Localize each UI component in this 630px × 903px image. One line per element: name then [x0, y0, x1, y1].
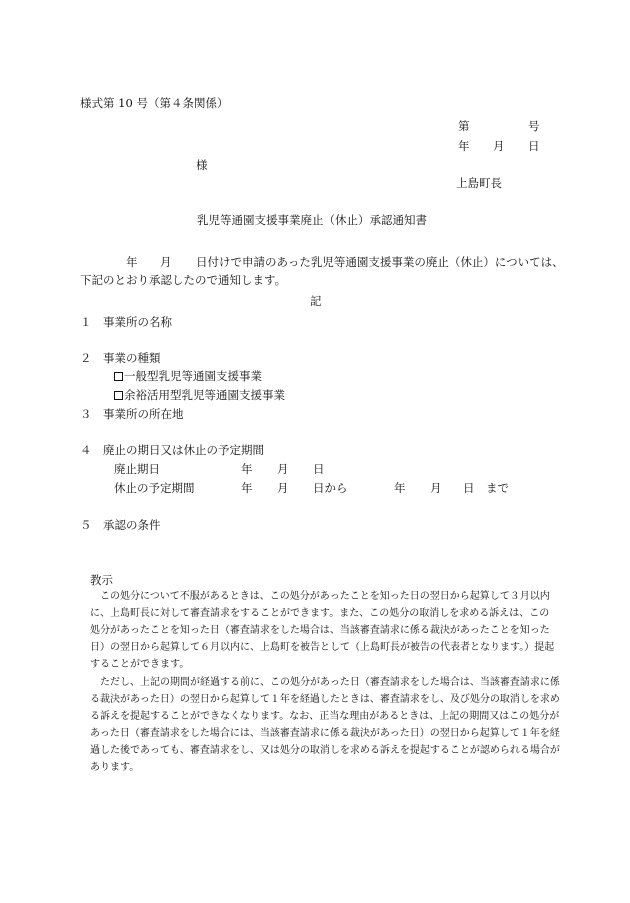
notice-line: に、上島町長に対して審査請求をすることができます。また、この処分の取消しを求める訴えは、この — [90, 608, 550, 619]
item-5-conditions: ５ 承認の条件 — [80, 518, 161, 532]
suspend-to-month: 月 — [430, 481, 442, 495]
suspend-from-year: 年 — [241, 481, 253, 495]
issue-date-month: 月 — [493, 139, 505, 153]
issuer-name: 上島町長 — [456, 176, 502, 190]
addressee-honorific: 様 — [196, 158, 208, 172]
suspend-to-day: 日 まで — [463, 481, 509, 495]
body-line-1: 日付けで申請のあった乳児等通園支援事業の廃止（休止）については、 — [196, 255, 564, 269]
notice-line: 過した後であっても、審査請求をし、又は処分の取消しを求める訴えを提起することが認められる場合が — [90, 745, 560, 756]
notice-line: 処分があったことを知った日（審査請求をした場合は、当該審査請求に係る裁決があったことを知った — [90, 625, 550, 636]
item-2-business-type: ２ 事業の種類 — [80, 351, 161, 365]
form-label: 様式第 10 号（第４条関係） — [80, 96, 229, 110]
body-month: 月 — [160, 255, 172, 269]
notice-line: この処分について不服があるときは、この処分があったことを知った日の翌日から起算して３月以内 — [90, 591, 550, 602]
abolish-date-label: 廃止期日 — [114, 462, 160, 476]
body-line-2: 下記のとおり承認したので通知します。 — [80, 273, 287, 287]
notice-line: あります。 — [90, 762, 140, 773]
abolish-year: 年 — [241, 462, 253, 476]
document-title: 乳児等通園支援事業廃止（休止）承認通知書 — [197, 213, 427, 227]
notice-line: ただし、上記の期間が経過する前に、この処分があった日（審査請求をした場合は、当該審査請求に係 — [90, 677, 560, 688]
abolish-day: 日 — [313, 462, 325, 476]
issue-date-year: 年 — [458, 139, 470, 153]
checkbox-icon — [114, 372, 123, 381]
suspend-to-year: 年 — [394, 481, 406, 495]
notice-line: 日）の翌日から起算して６月以内に、上島町を被告として（上島町長が被告の代表者となります。）提起 — [90, 642, 555, 653]
ki-heading: 記 — [310, 294, 322, 308]
option-1-label: 一般型乳児等通園支援事業 — [124, 369, 262, 383]
item-1-facility-name: １ 事業所の名称 — [80, 315, 172, 329]
item-4-period: ４ 廃止の期日又は休止の予定期間 — [80, 443, 264, 457]
document-number-go: 号 — [528, 119, 540, 133]
body-year: 年 — [126, 255, 138, 269]
notice-line: することができます。 — [90, 659, 190, 670]
suspend-from-day: 日から — [313, 481, 348, 495]
issue-date-day: 日 — [528, 139, 540, 153]
suspend-period-label: 休止の予定期間 — [114, 481, 195, 495]
notice-line: る裁決があった日）の翌日から起算して１年を経過したときは、審査請求をし、及び処分の取消しを求め — [90, 694, 560, 705]
notice-title: 教示 — [90, 573, 113, 587]
abolish-month: 月 — [277, 462, 289, 476]
item-2-option-1 — [114, 369, 262, 384]
notice-line: る訴えを提起することができなくなります。なお、正当な理由があるときは、上記の期間又はこの処分が — [90, 711, 560, 722]
checkbox-icon — [114, 391, 123, 400]
document-number-dai: 第 — [458, 119, 470, 133]
item-3-facility-address: ３ 事業所の所在地 — [80, 407, 184, 421]
option-2-label: 余裕活用型乳児等通園支援事業 — [124, 388, 285, 402]
suspend-from-month: 月 — [277, 481, 289, 495]
notice-line: あった日（審査請求をした場合には、当該審査請求に係る裁決があった日）の翌日から起算して１年を経 — [90, 728, 560, 739]
item-2-option-2 — [114, 388, 285, 403]
